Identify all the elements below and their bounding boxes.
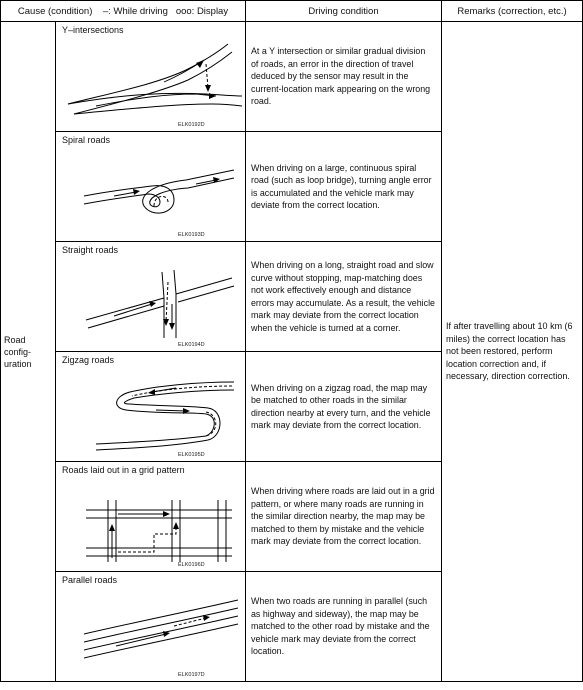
condition-cell [246,22,442,132]
scenario-title: Zigzag roads [62,355,115,365]
scenario-cell [56,352,246,462]
header-cause [1,1,246,22]
header-remarks: Remarks (correction, etc.) [442,1,583,22]
condition-cell [246,352,442,462]
remarks-cell [442,22,583,682]
figure-code: ELK0197D [178,672,205,678]
cause-cell [1,22,56,682]
condition-text: At a Y intersection or similar gradual division of roads, an error in the direction of travel deduced by the sensor may result in the current-location mark appearing on the wrong road. [251,46,431,107]
figure-code: ELK0196D [178,562,205,568]
condition-cell [246,462,442,572]
table-row [1,22,583,132]
scenario-cell [56,242,246,352]
scenario-cell [56,132,246,242]
scenario-title: Spiral roads [62,135,111,145]
spiral-road-diagram [56,132,246,241]
scenario-title: Parallel roads [62,575,118,585]
y-intersection-diagram [56,22,246,131]
scenario-title: Roads laid out in a grid pattern [62,465,185,475]
scenario-title: Straight roads [62,245,119,255]
remarks-text: If after travelling about 10 km (6 miles) the correct location has not been restored, perform location correction and, if necessary, direction correction. [446,321,573,382]
condition-cell [246,242,442,352]
figure-code: ELK0195D [178,452,205,458]
grid-road-diagram [56,462,246,571]
figure-code: ELK0192D [178,122,205,128]
header-legend-driving: –: While driving [102,5,168,17]
zigzag-road-diagram [56,352,246,461]
scenario-cell [56,572,246,682]
condition-text: When driving where roads are laid out in a grid pattern, or where many roads are running in the similar direction nearby, the map may be matched to them by mistake and the vehicle mark may deviate from the correct location. [251,486,435,547]
condition-text: When driving on a zigzag road, the map may be matched to other roads in the similar direction nearby at every turn, and the vehicle mark may deviate from the correct location. [251,382,431,430]
condition-text: When two roads are running in parallel (such as highway and sideway), the map may be matched to the other road by mistake and the vehicle mark may deviate from the correct location. [251,596,430,657]
scenario-title: Y–intersections [62,25,124,35]
condition-cell [246,132,442,242]
figure-code: ELK0194D [178,342,205,348]
header-cause-label: Cause (condition) [17,5,93,17]
condition-text: When driving on a long, straight road and slow curve without stopping, map-matching does not work effectively enough and distance errors may accumulate. As a result, the vehicle mark may deviate from the correct location when the vehicle is turned at a corner. [251,260,435,333]
condition-cell [246,572,442,682]
figure-code: ELK0193D [178,232,205,238]
scenario-cell [56,462,246,572]
parallel-road-diagram [56,572,246,681]
header-legend-display: ooo: Display [175,5,229,17]
condition-text: When driving on a large, continuous spiral road (such as loop bridge), turning angle error is accumulated and the vehicle mark may deviate from the correct location. [251,162,432,210]
straight-road-diagram [56,242,246,351]
cause-label: Road config- uration [4,334,32,369]
header-condition: Driving condition [246,1,442,22]
scenario-cell [56,22,246,132]
header-row [1,1,583,22]
